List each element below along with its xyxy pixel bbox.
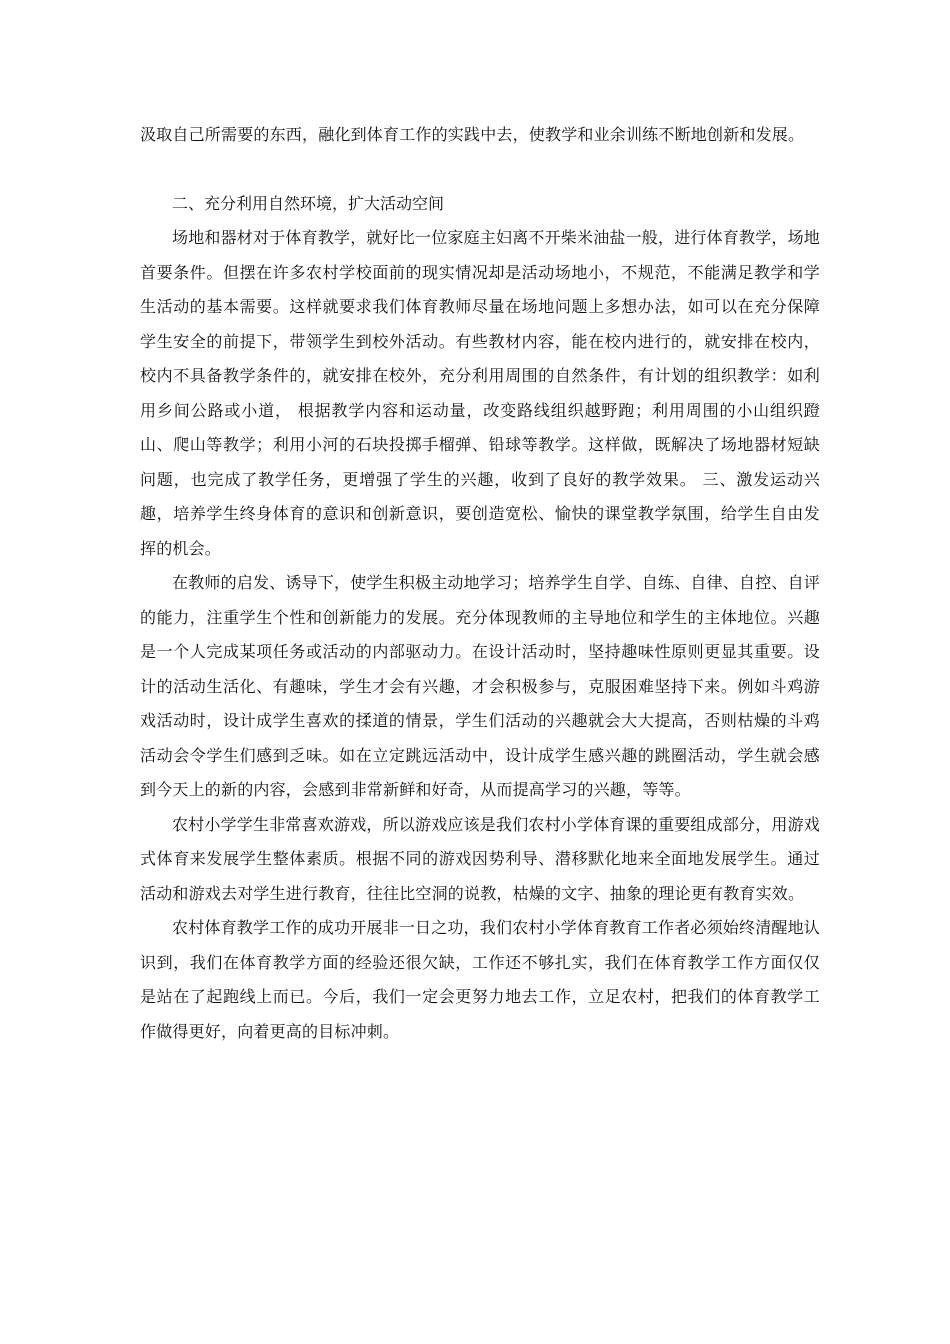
intro-continuation-paragraph: 汲取自己所需要的东西，融化到体育工作的实践中去，使教学和业余训练不断地创新和发展。 (140, 125, 805, 144)
section-spacer (140, 153, 820, 187)
document-page (140, 118, 820, 1049)
paragraph-venue-equipment: 场地和器材对于体育教学，就好比一位家庭主妇离不开柴米油盐一般，进行体育教学，场地首要条件。但摆在许多农村学校面前的现实情况却是活动场地小，不规范，不能满足教学和学生活动的基本需要。这样就要求我们体育教师尽量在场地问题上多想办法，如可以在充分保障学生安全的前提下，带领学生到校外活动。有些教材内容，能在校内进行的，就安排在校内，校内不具备教学条件的，就安排在校外，充分利用周围的自然条件，有计划的组织教学：如利用乡间公路或小道， 根据教学内容和运动量，改变路线组织越野跑；利用周围的小山组织蹬山、爬山等教学；利用小河的石块投掷手榴弹、铅球等教学。这样做，既解决了场地器材短缺 问题，也完成了教学任务，更增强了学生的兴趣，收到了良好的教学效果。 三、激发运动兴趣，培养学生终身体育的意识和创新意识，要创造宽松、愉快的课堂教学氛围，给学生自由发挥的机会。 (140, 228, 821, 558)
paragraph-teacher-guidance: 在教师的启发、诱导下，使学生积极主动地学习；培养学生自学、自练、自律、自控、自评的能力，注重学生个性和创新能力的发展。充分体现教师的主导地位和学生的主体地位。兴趣是一个人完成某项任务或活动的内部驱动力。在设计活动时，坚持趣味性原则更显其重要。设计的活动生活化、有趣味，学生才会有兴趣，才会积极参与，克服困难坚持下来。例如斗鸡游戏活动时，设计成学生喜欢的揉道的情景，学生们活动的兴趣就会大大提高，否则枯燥的斗鸡活动会令学生们感到乏味。如在立定跳远活动中，设计成学生感兴趣的跳圈活动，学生就会感到今天上的新的内容，会感到非常新鲜和好奇，从而提高学习的兴趣，等等。 (140, 573, 821, 799)
paragraph-conclusion: 农村体育教学工作的成功开展非一日之功，我们农村小学体育教育工作者必须始终清醒地认识到，我们在体育教学方面的经验还很欠缺，工作还不够扎实，我们在体育教学工作方面仅仅是站在了起跑线上而已。今后，我们一定会更努力地去工作，立足农村，把我们的体育教学工作做得更好，向着更高的目标冲刺。 (140, 918, 821, 1041)
section-2-heading: 二、充分利用自然环境，扩大活动空间 (172, 193, 445, 213)
paragraph-games: 农村小学学生非常喜欢游戏，所以游戏应该是我们农村小学体育课的重要组成部分，用游戏式体育来发展学生整体素质。根据不同的游戏因势利导、潜移默化地来全面地发展学生。通过活动和游戏去对学生进行教育，往往比空洞的说教，枯燥的文字、抽象的理论更有教育实效。 (140, 814, 821, 903)
